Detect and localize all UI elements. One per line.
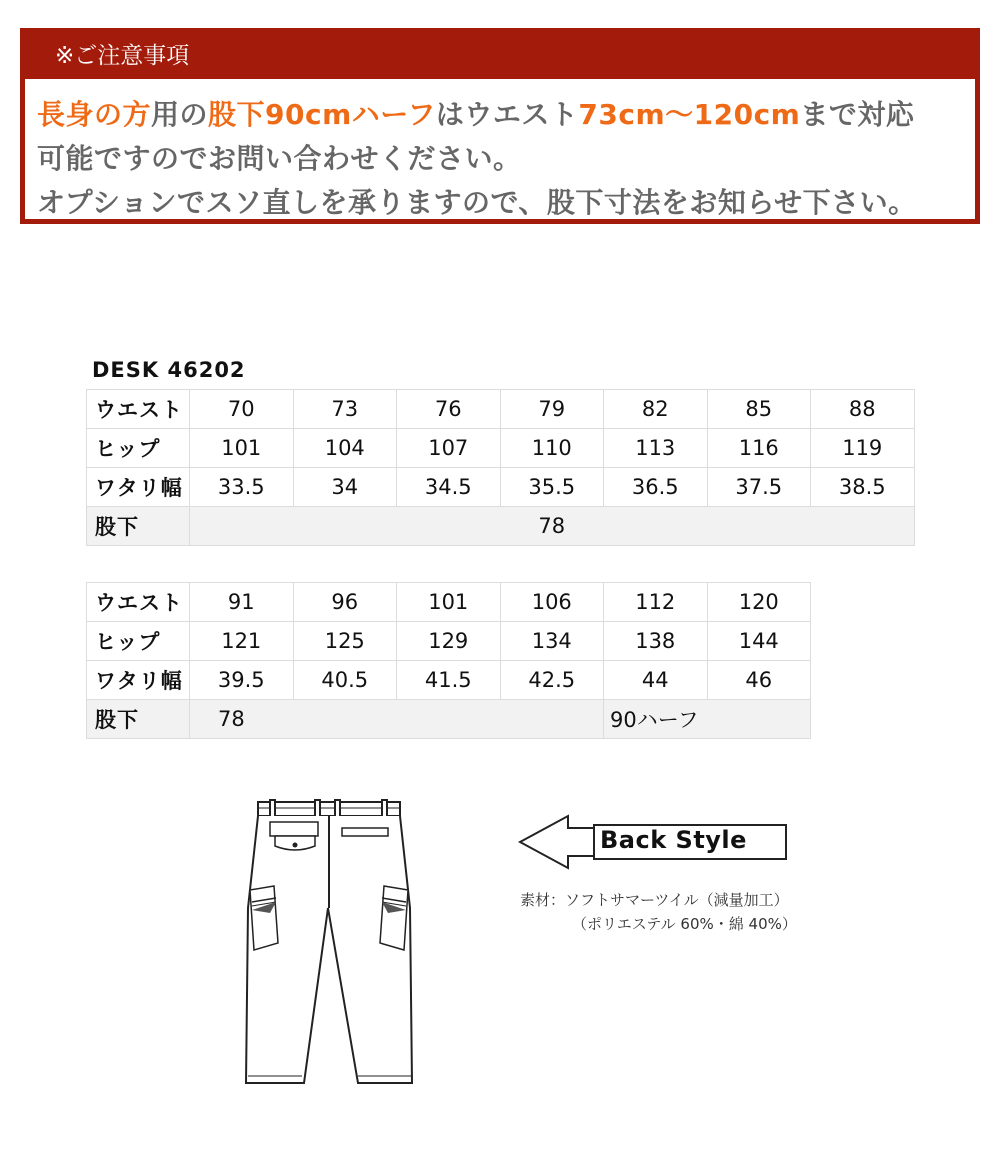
table-cell: 78 (190, 507, 915, 546)
table-cell: 120 (707, 583, 811, 622)
table-row (87, 583, 811, 622)
table-cell: 101 (397, 583, 501, 622)
table-cell: 78 (190, 700, 604, 739)
size-table-1 (86, 389, 915, 546)
notice-box (20, 28, 980, 224)
table-cell: 96 (293, 583, 397, 622)
table-cell: 39.5 (190, 661, 294, 700)
pants-back-illustration (240, 798, 420, 1088)
table-cell: 112 (604, 583, 708, 622)
table-cell: 46 (707, 661, 811, 700)
notice-text: まで対応 (800, 98, 915, 131)
row-header: ウエスト (87, 583, 190, 622)
notice-line-1 (37, 93, 975, 137)
table-cell: 85 (707, 390, 811, 429)
table-cell: 134 (500, 622, 604, 661)
table-cell: 101 (190, 429, 294, 468)
table-cell: 79 (500, 390, 604, 429)
table-row-inseam (87, 700, 811, 739)
table-cell: 91 (190, 583, 294, 622)
notice-highlight: 長身の方 (37, 98, 152, 131)
notice-highlight: 股下90cmハーフ (208, 98, 436, 131)
material-info (520, 888, 797, 936)
row-header: ヒップ (87, 429, 190, 468)
table-cell: 113 (604, 429, 708, 468)
model-number: DESK 46202 (92, 358, 246, 382)
size-table-2 (86, 582, 811, 739)
row-header: ワタリ幅 (87, 661, 190, 700)
table-cell: 110 (500, 429, 604, 468)
table-cell: 121 (190, 622, 294, 661)
table-cell: 90ハーフ (604, 700, 811, 739)
table-cell: 34.5 (397, 468, 501, 507)
table-cell: 36.5 (604, 468, 708, 507)
row-header: 股下 (87, 507, 190, 546)
table-cell: 70 (190, 390, 294, 429)
row-header: ワタリ幅 (87, 468, 190, 507)
notice-text: 用の (151, 98, 209, 131)
table-cell: 144 (707, 622, 811, 661)
table-row-inseam (87, 507, 915, 546)
table-cell: 34 (293, 468, 397, 507)
table-cell: 106 (500, 583, 604, 622)
notice-line-2: 可能ですのでお問い合わせください。 (37, 142, 522, 175)
material-line-2: （ポリエステル 60%・綿 40%） (572, 915, 797, 933)
notice-highlight: 73cm～120cm (578, 98, 801, 131)
table-row (87, 468, 915, 507)
table-cell: 38.5 (811, 468, 915, 507)
table-cell: 42.5 (500, 661, 604, 700)
table-cell: 104 (293, 429, 397, 468)
table-cell: 40.5 (293, 661, 397, 700)
table-row (87, 429, 915, 468)
table-cell: 116 (707, 429, 811, 468)
table-cell: 138 (604, 622, 708, 661)
row-header: ウエスト (87, 390, 190, 429)
row-header: ヒップ (87, 622, 190, 661)
table-cell: 41.5 (397, 661, 501, 700)
table-row (87, 390, 915, 429)
table-cell: 35.5 (500, 468, 604, 507)
table-cell: 73 (293, 390, 397, 429)
table-row (87, 622, 811, 661)
back-style-label: Back Style (600, 826, 747, 854)
table-cell: 107 (397, 429, 501, 468)
notice-line-3: オプションでスソ直しを承りますので、股下寸法をお知らせ下さい。 (37, 186, 917, 219)
row-header: 股下 (87, 700, 190, 739)
table-cell: 33.5 (190, 468, 294, 507)
table-cell: 37.5 (707, 468, 811, 507)
table-cell: 44 (604, 661, 708, 700)
table-cell: 82 (604, 390, 708, 429)
table-cell: 88 (811, 390, 915, 429)
table-cell: 119 (811, 429, 915, 468)
material-line-1: 素材：ソフトサマーツイル（減量加工） (520, 891, 789, 909)
table-cell: 129 (397, 622, 501, 661)
table-cell: 76 (397, 390, 501, 429)
notice-header: ※ご注意事項 (25, 33, 975, 79)
notice-text: はウエスト (435, 98, 579, 131)
table-cell: 125 (293, 622, 397, 661)
notice-body (25, 79, 975, 225)
table-row (87, 661, 811, 700)
